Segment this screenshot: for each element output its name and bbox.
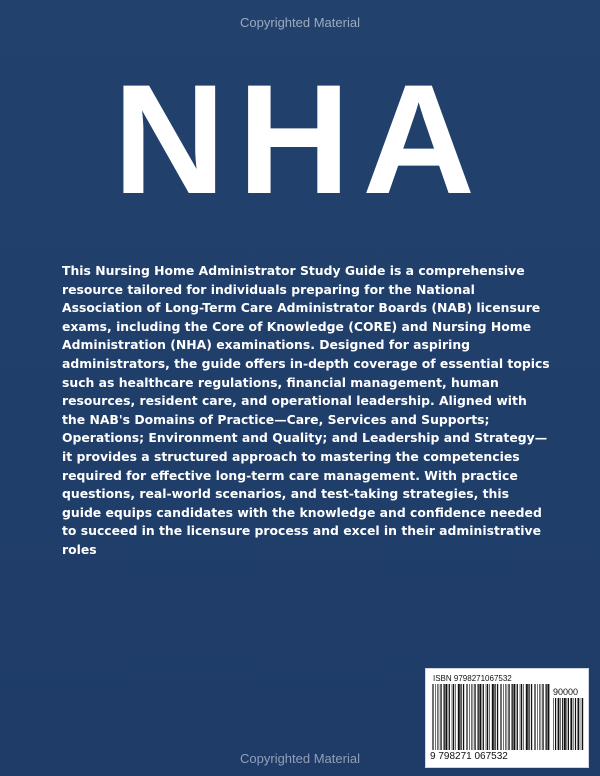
price-barcode-bars — [553, 698, 584, 750]
cover-title: NHA — [113, 53, 487, 227]
barcode-bars — [432, 684, 550, 750]
book-description: This Nursing Home Administrator Study Guide is a comprehensive resource tailored for individuals preparing for the National Association of Long-Term Care Administrator Boards (NAB) licensure exams, including the Core of Knowledge (CORE) and Nursing Home Administration (NHA) examinations. Designed for aspiring administrators, the guide offers in-depth coverage of essential topics such as healthcare regulations, financial management, human resources, resident care, and operational leadership. Aligned with the NAB's Domains of Practice—Care, Services and Supports; Operations; Environment and Quality; and Leadership and Strategy—it provides a structured approach to mastering the competencies required for effective long-term care management. With practice questions, real-world scenarios, and test-taking strategies, this guide equips candidates with the knowledge and confidence needed to succeed in the licensure process and excel in their administrative roles — [62, 263, 550, 557]
isbn-digits: 9 798271 067532 — [430, 751, 508, 762]
watermark-bottom: Copyrighted Material — [240, 751, 360, 766]
isbn-label: ISBN 9798271067532 — [433, 674, 512, 683]
watermark-top: Copyrighted Material — [240, 15, 360, 30]
price-code: 90000 — [553, 687, 579, 697]
